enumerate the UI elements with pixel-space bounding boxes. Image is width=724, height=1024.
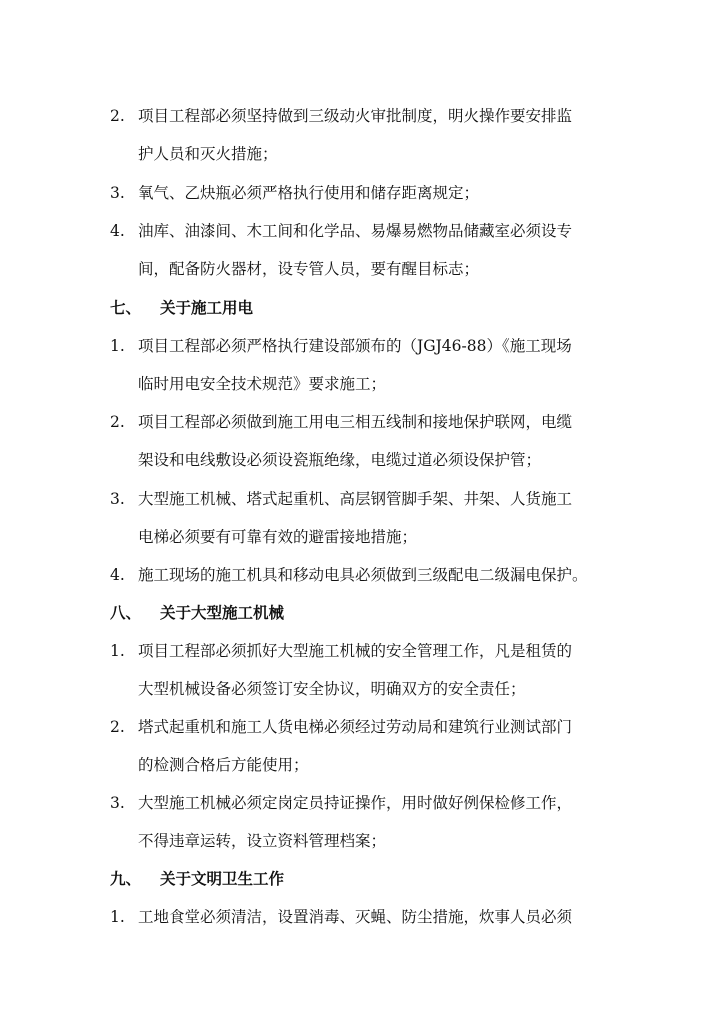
list-item bbox=[110, 336, 572, 356]
item-text: 施工现场的施工机具和移动电具必须做到三级配电二级漏电保护。 bbox=[138, 566, 588, 584]
item-number: 2. bbox=[110, 107, 125, 125]
list-item bbox=[110, 106, 572, 126]
item-text-continued: 大型机械设备必须签订安全协议，明确双方的安全责任； bbox=[138, 680, 526, 698]
item-number: 2. bbox=[110, 718, 125, 736]
item-number: 3. bbox=[110, 794, 125, 812]
list-item bbox=[110, 565, 588, 585]
section-heading bbox=[110, 869, 284, 889]
section-title: 关于施工用电 bbox=[160, 298, 254, 317]
list-item bbox=[110, 717, 572, 737]
item-text-continued: 的检测合格后方能使用； bbox=[138, 756, 309, 774]
item-text: 大型施工机械必须定岗定员持证操作，用时做好例保检修工作， bbox=[138, 794, 573, 812]
section-title: 关于大型施工机械 bbox=[160, 603, 285, 622]
item-text: 项目工程部必须严格执行建设部颁布的（JGJ46-88）《施工现场 bbox=[138, 337, 572, 355]
item-number: 3. bbox=[110, 184, 125, 202]
item-number: 3. bbox=[110, 490, 125, 508]
item-text: 油库、油漆间、木工间和化学品、易爆易燃物品储藏室必须设专 bbox=[138, 222, 573, 240]
section-number: 九、 bbox=[110, 869, 142, 888]
item-text: 塔式起重机和施工人货电梯必须经过劳动局和建筑行业测试部门 bbox=[138, 718, 573, 736]
item-text: 氧气、乙炔瓶必须严格执行使用和储存距离规定； bbox=[138, 184, 480, 202]
item-text-continued: 架设和电线敷设必须设瓷瓶绝缘，电缆过道必须设保护管； bbox=[138, 451, 542, 469]
item-number: 1. bbox=[110, 642, 125, 660]
list-item bbox=[110, 221, 572, 241]
list-item bbox=[110, 489, 572, 509]
item-text: 工地食堂必须清洁，设置消毒、灭蝇、防尘措施，炊事人员必须 bbox=[138, 908, 573, 926]
item-number: 1. bbox=[110, 337, 125, 355]
item-text: 项目工程部必须做到施工用电三相五线制和接地保护联网，电缆 bbox=[138, 413, 573, 431]
item-number: 4. bbox=[110, 222, 125, 240]
item-text-continued: 电梯必须要有可靠有效的避雷接地措施； bbox=[138, 528, 418, 546]
item-text-continued: 不得违章运转，设立资料管理档案； bbox=[138, 832, 387, 850]
section-heading bbox=[110, 298, 253, 318]
item-text-continued: 间，配备防火器材，设专管人员，要有醒目标志； bbox=[138, 260, 480, 278]
item-text-continued: 临时用电安全技术规范》要求施工； bbox=[138, 375, 387, 393]
list-item bbox=[110, 412, 572, 432]
section-heading bbox=[110, 603, 284, 623]
item-number: 4. bbox=[110, 566, 125, 584]
item-text: 大型施工机械、塔式起重机、高层钢管脚手架、井架、人货施工 bbox=[138, 490, 573, 508]
item-text: 项目工程部必须抓好大型施工机械的安全管理工作，凡是租赁的 bbox=[138, 642, 573, 660]
item-number: 2. bbox=[110, 413, 125, 431]
item-text-continued: 护人员和灭火措施； bbox=[138, 145, 278, 163]
list-item bbox=[110, 641, 572, 661]
list-item bbox=[110, 793, 572, 813]
item-text: 项目工程部必须坚持做到三级动火审批制度，明火操作要安排监 bbox=[138, 107, 573, 125]
item-number: 1. bbox=[110, 908, 125, 926]
section-number: 七、 bbox=[110, 298, 142, 317]
list-item bbox=[110, 907, 572, 927]
section-number: 八、 bbox=[110, 603, 142, 622]
list-item bbox=[110, 183, 479, 203]
section-title: 关于文明卫生工作 bbox=[160, 869, 285, 888]
